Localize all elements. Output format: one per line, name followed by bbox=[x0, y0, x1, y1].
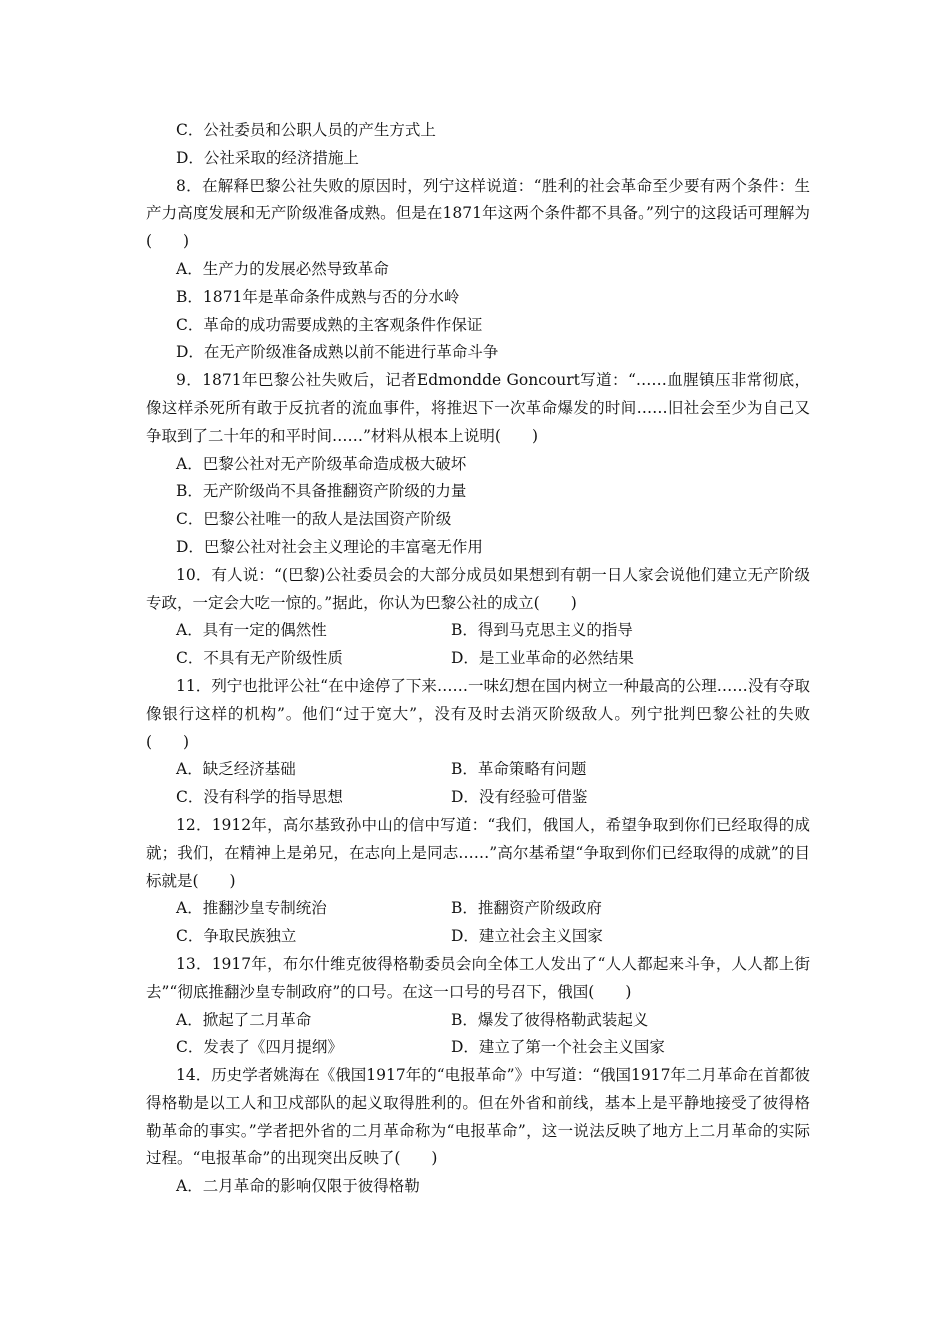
question-11-options-row-1 bbox=[146, 756, 810, 784]
question-9-stem: 9．1871年巴黎公社失败后，记者Edmondde Goncourt写道：“……血腥镇压非常彻底，像这样杀死所有敢于反抗者的流血事件，将推迟下一次革命爆发的时间……旧社会至少为自己又争取到了二十年的和平时间……”材料从根本上说明( ) bbox=[146, 371, 810, 445]
question-8-option-a: A．生产力的发展必然导致革命 bbox=[176, 259, 389, 278]
question-14-option-a: A．二月革命的影响仅限于彼得格勒 bbox=[176, 1177, 420, 1196]
option-c-q7: C．公社委员和公职人员的产生方式上 bbox=[176, 121, 436, 139]
question-8-option-c: C．革命的成功需要成熟的主客观条件作保证 bbox=[176, 315, 483, 334]
question-12-stem: 12．1912年，高尔基致孙中山的信中写道：“我们，俄国人，希望争取到你们已经取得的成就；我们，在精神上是弟兄，在志向上是同志……”高尔基希望“争取到你们已经取得的成就”的目标就是( ) bbox=[146, 815, 810, 890]
question-13-option-c: C．发表了《四月提纲》 bbox=[176, 1038, 343, 1057]
question-10-options-row-2 bbox=[146, 645, 810, 673]
question-9-option-a: A．巴黎公社对无产阶级革命造成极大破坏 bbox=[176, 454, 467, 473]
question-10-stem: 10．有人说：“(巴黎)公社委员会的大部分成员如果想到有朝一日人家会说他们建立无产阶级专政，一定会大吃一惊的。”据此，你认为巴黎公社的成立( ) bbox=[146, 565, 810, 612]
question-11-option-a: A．缺乏经济基础 bbox=[176, 760, 296, 779]
question-8-stem: 8．在解释巴黎公社失败的原因时，列宁这样说道：“胜利的社会革命至少要有两个条件：生产力高度发展和无产阶级准备成熟。但是在1871年这两个条件都不具备。”列宁的这段话可理解为( ) bbox=[146, 176, 810, 251]
question-9-option-c: C．巴黎公社唯一的敌人是法国资产阶级 bbox=[176, 510, 452, 529]
question-13-option-d: D．建立了第一个社会主义国家 bbox=[451, 1038, 665, 1057]
question-10-options-row-1 bbox=[146, 617, 810, 645]
question-content bbox=[146, 117, 810, 1201]
question-8-option-d: D．在无产阶级准备成熟以前不能进行革命斗争 bbox=[176, 343, 499, 362]
question-13-options-row-1 bbox=[146, 1007, 810, 1035]
option-d-q7: D．公社采取的经济措施上 bbox=[176, 148, 359, 167]
question-9-option-d: D．巴黎公社对社会主义理论的丰富毫无作用 bbox=[176, 537, 483, 556]
question-13-option-b: B．爆发了彼得格勒武装起义 bbox=[451, 1010, 649, 1029]
question-10-option-b: B．得到马克思主义的指导 bbox=[451, 621, 633, 640]
question-12-option-b: B．推翻资产阶级政府 bbox=[451, 899, 602, 918]
question-13-options-row-2 bbox=[146, 1034, 810, 1062]
question-11-option-d: D．没有经验可借鉴 bbox=[451, 788, 588, 807]
question-10-option-a: A．具有一定的偶然性 bbox=[176, 621, 327, 640]
question-11-options-row-2 bbox=[146, 784, 810, 812]
question-9-option-b: B．无产阶级尚不具备推翻资产阶级的力量 bbox=[176, 482, 467, 501]
question-11-option-c: C．没有科学的指导思想 bbox=[176, 788, 343, 807]
question-11-stem: 11．列宁也批评公社“在中途停了下来……一味幻想在国内树立一种最高的公理……没有夺取像银行这样的机构”。他们“过于宽大”，没有及时去消灭阶级敌人。列宁批判巴黎公社的失败( ) bbox=[146, 676, 810, 751]
question-11-option-b: B．革命策略有问题 bbox=[451, 760, 587, 779]
question-13-option-a: A．掀起了二月革命 bbox=[176, 1010, 312, 1029]
question-8-option-b: B．1871年是革命条件成熟与否的分水岭 bbox=[176, 287, 460, 306]
question-13-stem: 13．1917年，布尔什维克彼得格勒委员会向全体工人发出了“人人都起来斗争，人人都上街去”“彻底推翻沙皇专制政府”的口号。在这一口号的号召下，俄国( ) bbox=[146, 954, 810, 1001]
question-10-option-c: C．不具有无产阶级性质 bbox=[176, 649, 343, 668]
question-12-options-row-2 bbox=[146, 923, 810, 951]
question-10-option-d: D．是工业革命的必然结果 bbox=[451, 649, 634, 668]
question-12-options-row-1 bbox=[146, 895, 810, 923]
question-12-option-a: A．推翻沙皇专制统治 bbox=[176, 899, 327, 918]
question-12-option-c: C．争取民族独立 bbox=[176, 927, 297, 946]
question-14-stem: 14．历史学者姚海在《俄国1917年的“电报革命”》中写道：“俄国1917年二月革命在首都彼得格勒是以工人和卫戍部队的起义取得胜利的。但在外省和前线，基本上是平静地接受了彼得格勒革命的事实。”学者把外省的二月革命称为“电报革命”，这一说法反映了地方上二月革命的实际过程。“电报革命”的出现突出反映了( ) bbox=[146, 1066, 810, 1168]
question-12-option-d: D．建立社会主义国家 bbox=[451, 927, 603, 946]
